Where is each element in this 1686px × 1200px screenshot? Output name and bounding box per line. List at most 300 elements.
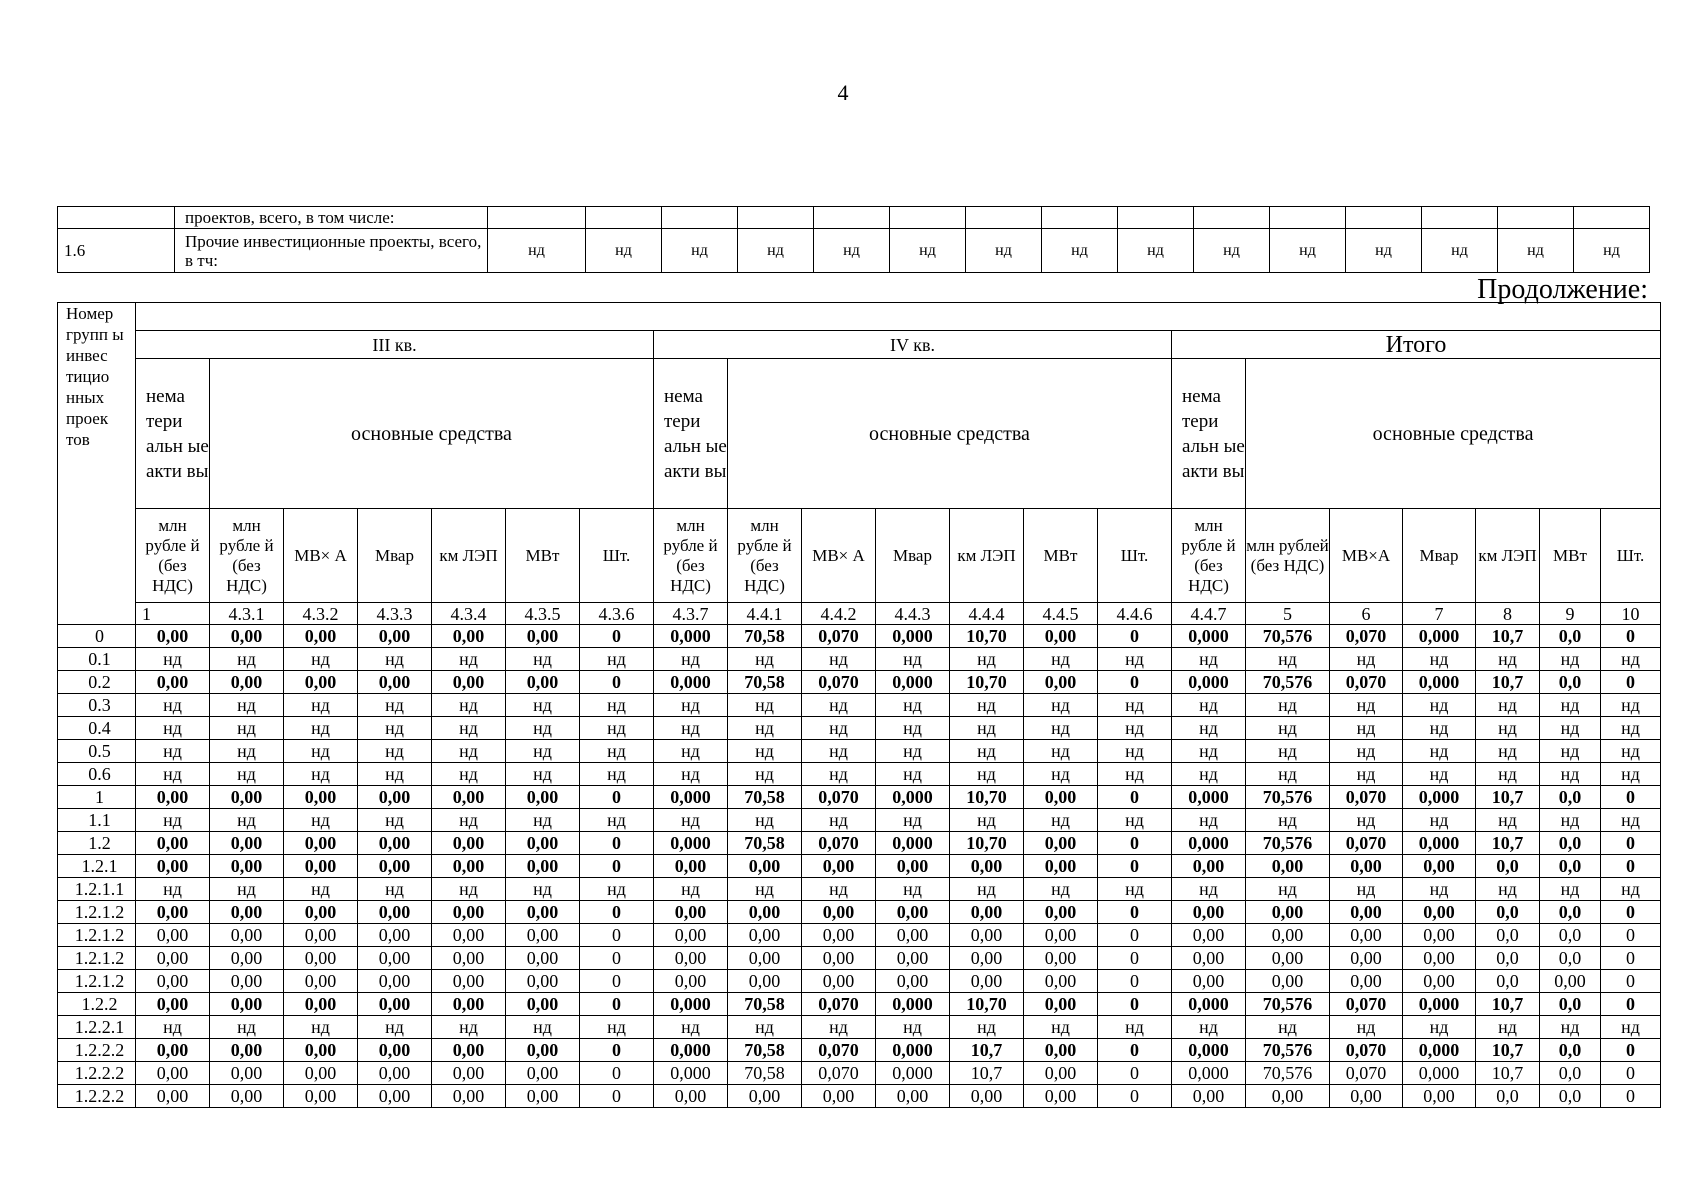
- table-cell: 0,00: [1246, 901, 1330, 924]
- table-cell: 0,00: [1024, 855, 1098, 878]
- table-cell: 0,00: [876, 947, 950, 970]
- table-cell: 0,070: [802, 625, 876, 648]
- table-cell: 0: [580, 671, 654, 694]
- table-cell: 0,070: [1330, 832, 1403, 855]
- table-cell: 0: [580, 947, 654, 970]
- table-cell: 0,00: [802, 924, 876, 947]
- table-cell: нд: [728, 1016, 802, 1039]
- table-cell: 10,7: [1476, 832, 1540, 855]
- table-cell: нд: [876, 717, 950, 740]
- table-cell: 0: [1098, 855, 1172, 878]
- table-cell: 0,0: [1476, 855, 1540, 878]
- table-row: [58, 763, 1661, 786]
- column-number: 6: [1330, 603, 1403, 625]
- table-cell: нд: [432, 694, 506, 717]
- table-cell: 0,00: [1330, 901, 1403, 924]
- table-cell: 0,00: [802, 947, 876, 970]
- table-cell: 0,000: [1172, 671, 1246, 694]
- table-cell: нд: [210, 1016, 284, 1039]
- table-cell: 0,00: [284, 832, 358, 855]
- table-cell: нд: [966, 229, 1042, 273]
- table-cell: [890, 207, 966, 229]
- table-cell: [488, 207, 586, 229]
- table-cell: 0,00: [1024, 625, 1098, 648]
- table-cell: нд: [814, 229, 890, 273]
- table-cell: 0,00: [1246, 1085, 1330, 1108]
- table-cell: 0,000: [1403, 1039, 1476, 1062]
- table-cell: 0,00: [802, 1085, 876, 1108]
- table-cell: 70,58: [728, 993, 802, 1016]
- table-cell: нд: [950, 717, 1024, 740]
- table-cell: нд: [662, 229, 738, 273]
- table-cell: 0,0: [1476, 1085, 1540, 1108]
- table-cell: нд: [802, 809, 876, 832]
- table-cell: нд: [802, 717, 876, 740]
- table-cell: нд: [358, 740, 432, 763]
- table-cell: нд: [1098, 878, 1172, 901]
- table-cell: 0,00: [136, 625, 210, 648]
- table-cell: 10,7: [950, 1039, 1024, 1062]
- table-cell: 0: [1601, 855, 1661, 878]
- previous-table-fragment: [57, 206, 1650, 273]
- table-cell: нд: [950, 763, 1024, 786]
- q4-fixed-assets-header: основные средства: [728, 359, 1172, 509]
- table-cell: 0,0: [1540, 1039, 1601, 1062]
- row-number: 0.4: [58, 717, 136, 740]
- table-cell: 0,00: [432, 832, 506, 855]
- table-cell: нд: [136, 740, 210, 763]
- table-cell: нд: [358, 1016, 432, 1039]
- table-cell: нд: [1540, 694, 1601, 717]
- table-cell: 0,00: [358, 901, 432, 924]
- table-cell: 0,0: [1476, 901, 1540, 924]
- table-cell: 0: [1098, 993, 1172, 1016]
- table-cell: нд: [1024, 717, 1098, 740]
- table-cell: 0,00: [950, 901, 1024, 924]
- table-cell: нд: [950, 648, 1024, 671]
- table-row: [58, 832, 1661, 855]
- table-cell: нд: [284, 878, 358, 901]
- table-cell: нд: [1172, 694, 1246, 717]
- table-cell: нд: [580, 740, 654, 763]
- table-cell: 0,00: [358, 993, 432, 1016]
- table-cell: нд: [876, 878, 950, 901]
- table-cell: 10,7: [1476, 1039, 1540, 1062]
- table-cell: 0,000: [876, 671, 950, 694]
- table-cell: 0,070: [802, 671, 876, 694]
- table-cell: 0: [1601, 924, 1661, 947]
- table-cell: 0,00: [358, 924, 432, 947]
- table-cell: 10,70: [950, 786, 1024, 809]
- table-cell: нд: [1098, 648, 1172, 671]
- table-cell: 0,00: [358, 625, 432, 648]
- table-cell: нд: [1172, 648, 1246, 671]
- table-row: [58, 1085, 1661, 1108]
- unit-header: Мвар: [358, 509, 432, 603]
- table-cell: 0,070: [1330, 1039, 1403, 1062]
- table-cell: 0,00: [1024, 786, 1098, 809]
- table-cell: 0,0: [1476, 924, 1540, 947]
- table-cell: 0: [1098, 901, 1172, 924]
- table-cell: нд: [1540, 809, 1601, 832]
- table-cell: 0,00: [654, 970, 728, 993]
- table-cell: 0,00: [876, 970, 950, 993]
- table-cell: 0,00: [358, 1062, 432, 1085]
- table-cell: нд: [1042, 229, 1118, 273]
- table-cell: 10,70: [950, 993, 1024, 1016]
- table-cell: нд: [1172, 763, 1246, 786]
- table-row: [58, 901, 1661, 924]
- table-cell: 0,00: [876, 855, 950, 878]
- table-row: [58, 694, 1661, 717]
- table-cell: нд: [432, 809, 506, 832]
- table-cell: нд: [1540, 1016, 1601, 1039]
- row-number: [58, 207, 175, 229]
- table-cell: нд: [1403, 648, 1476, 671]
- table-cell: нд: [654, 740, 728, 763]
- table-cell: 0: [1098, 786, 1172, 809]
- table-cell: 0,00: [210, 1039, 284, 1062]
- table-cell: 0,000: [876, 625, 950, 648]
- row-number: 0.1: [58, 648, 136, 671]
- investment-table: [57, 302, 1661, 1108]
- table-cell: нд: [284, 1016, 358, 1039]
- column-number: 5: [1246, 603, 1330, 625]
- row-number: 1.2.1: [58, 855, 136, 878]
- table-cell: нд: [654, 648, 728, 671]
- table-cell: 70,58: [728, 786, 802, 809]
- table-cell: 0,00: [284, 924, 358, 947]
- table-cell: 0,000: [876, 1062, 950, 1085]
- table-cell: 70,58: [728, 625, 802, 648]
- table-cell: нд: [1476, 648, 1540, 671]
- table-cell: [1042, 207, 1118, 229]
- table-cell: 0,00: [1403, 855, 1476, 878]
- table-cell: 0,00: [432, 1062, 506, 1085]
- q3-header: III кв.: [136, 331, 654, 359]
- table-cell: 0,000: [654, 671, 728, 694]
- row-label: проектов, всего, в том числе:: [175, 207, 488, 229]
- table-cell: 10,7: [1476, 625, 1540, 648]
- row-number: 1.2.1.2: [58, 901, 136, 924]
- table-cell: нд: [1246, 740, 1330, 763]
- table-cell: нд: [210, 809, 284, 832]
- column-number: 4.3.4: [432, 603, 506, 625]
- table-row: [58, 671, 1661, 694]
- table-cell: нд: [1330, 717, 1403, 740]
- table-cell: нд: [432, 1016, 506, 1039]
- table-cell: нд: [876, 1016, 950, 1039]
- table-cell: 0: [580, 924, 654, 947]
- table-cell: 70,58: [728, 1062, 802, 1085]
- table-cell: 0,00: [284, 671, 358, 694]
- table-cell: 0,0: [1540, 786, 1601, 809]
- row-number: 0: [58, 625, 136, 648]
- table-row: [58, 924, 1661, 947]
- table-cell: 0: [1098, 924, 1172, 947]
- table-cell: нд: [1194, 229, 1270, 273]
- table-cell: 0,00: [1403, 947, 1476, 970]
- table-row: [58, 970, 1661, 993]
- table-cell: 0,000: [1172, 993, 1246, 1016]
- row-number: 1.2.2.2: [58, 1085, 136, 1108]
- table-cell: нд: [1540, 717, 1601, 740]
- table-cell: 0,000: [876, 832, 950, 855]
- table-cell: нд: [210, 694, 284, 717]
- table-cell: 0,00: [210, 924, 284, 947]
- table-cell: нд: [506, 809, 580, 832]
- table-cell: нд: [506, 717, 580, 740]
- table-cell: 0,00: [284, 970, 358, 993]
- table-cell: 0,000: [876, 786, 950, 809]
- table-cell: 10,7: [1476, 993, 1540, 1016]
- table-cell: нд: [1098, 694, 1172, 717]
- table-cell: нд: [284, 763, 358, 786]
- table-cell: [662, 207, 738, 229]
- table-cell: [738, 207, 814, 229]
- table-cell: 0: [1098, 625, 1172, 648]
- unit-header: МВт: [1540, 509, 1601, 603]
- column-number: 7: [1403, 603, 1476, 625]
- table-cell: 0,00: [1330, 1085, 1403, 1108]
- column-number: 4.3.2: [284, 603, 358, 625]
- table-cell: 0,000: [654, 625, 728, 648]
- table-cell: нд: [1476, 809, 1540, 832]
- table-cell: 0,00: [1024, 1085, 1098, 1108]
- q3-intangible-header: нема тери альн ые акти вы: [136, 359, 210, 509]
- table-cell: 0,00: [432, 1085, 506, 1108]
- table-cell: 70,58: [728, 671, 802, 694]
- table-row: [58, 993, 1661, 1016]
- table-cell: нд: [580, 763, 654, 786]
- unit-header: Шт.: [1601, 509, 1661, 603]
- table-cell: 0,000: [654, 786, 728, 809]
- column-number: 9: [1540, 603, 1601, 625]
- table-cell: 0,00: [1172, 1085, 1246, 1108]
- table-cell: нд: [876, 694, 950, 717]
- top-table-row: [58, 229, 1650, 273]
- unit-header: млн рубле й (без НДС): [136, 509, 210, 603]
- table-cell: 0: [1098, 832, 1172, 855]
- unit-header: МВт: [506, 509, 580, 603]
- table-cell: нд: [802, 1016, 876, 1039]
- table-cell: 0: [1601, 901, 1661, 924]
- table-cell: нд: [1024, 740, 1098, 763]
- table-cell: 0,00: [802, 855, 876, 878]
- unit-header: км ЛЭП: [950, 509, 1024, 603]
- table-cell: нд: [1098, 1016, 1172, 1039]
- table-cell: 0,00: [802, 901, 876, 924]
- table-cell: нд: [1403, 740, 1476, 763]
- table-cell: нд: [1024, 809, 1098, 832]
- table-cell: 0,0: [1476, 970, 1540, 993]
- table-cell: 0,00: [136, 1085, 210, 1108]
- table-cell: нд: [728, 648, 802, 671]
- q4-intangible-header: нема тери альн ые акти вы: [654, 359, 728, 509]
- table-row: [58, 878, 1661, 901]
- top-table-row: [58, 207, 1650, 229]
- table-cell: нд: [876, 809, 950, 832]
- table-cell: 0,00: [506, 924, 580, 947]
- table-cell: 0,00: [136, 1062, 210, 1085]
- table-cell: нд: [1172, 717, 1246, 740]
- table-cell: 0,00: [136, 1039, 210, 1062]
- table-cell: нд: [728, 809, 802, 832]
- row-number: 1.2.1.1: [58, 878, 136, 901]
- table-cell: 0,00: [210, 855, 284, 878]
- table-cell: 0: [1601, 1062, 1661, 1085]
- table-cell: нд: [1024, 878, 1098, 901]
- table-row: [58, 809, 1661, 832]
- table-cell: 70,576: [1246, 786, 1330, 809]
- group-number-header: Номер групп ы инвес тицио нных проек тов: [58, 303, 136, 625]
- table-cell: нд: [1098, 763, 1172, 786]
- table-cell: нд: [1476, 694, 1540, 717]
- unit-header: млн рубле й (без НДС): [1172, 509, 1246, 603]
- table-cell: нд: [1098, 717, 1172, 740]
- table-cell: 0,00: [358, 947, 432, 970]
- table-cell: нд: [1330, 809, 1403, 832]
- table-cell: нд: [1476, 1016, 1540, 1039]
- table-cell: 0,000: [1403, 625, 1476, 648]
- table-cell: 0,00: [506, 1085, 580, 1108]
- row-number: 1.2.1.2: [58, 970, 136, 993]
- column-number: 4.4.3: [876, 603, 950, 625]
- table-cell: 0: [580, 901, 654, 924]
- table-cell: нд: [1098, 740, 1172, 763]
- table-cell: нд: [1246, 694, 1330, 717]
- table-cell: 0: [580, 625, 654, 648]
- table-cell: 0,00: [358, 671, 432, 694]
- table-cell: нд: [1246, 809, 1330, 832]
- table-cell: 10,70: [950, 671, 1024, 694]
- table-cell: 0,000: [1172, 832, 1246, 855]
- table-cell: нд: [580, 717, 654, 740]
- table-cell: нд: [654, 878, 728, 901]
- table-cell: 0,00: [432, 924, 506, 947]
- table-cell: нд: [654, 763, 728, 786]
- table-cell: 0: [580, 832, 654, 855]
- unit-header: Шт.: [1098, 509, 1172, 603]
- table-cell: нд: [136, 878, 210, 901]
- table-cell: [1422, 207, 1498, 229]
- unit-header: МВт: [1024, 509, 1098, 603]
- table-cell: 0,0: [1540, 947, 1601, 970]
- table-cell: 0,00: [358, 970, 432, 993]
- table-cell: 0,00: [210, 1062, 284, 1085]
- table-cell: 0,00: [1024, 924, 1098, 947]
- table-cell: 70,576: [1246, 1062, 1330, 1085]
- table-cell: нд: [876, 763, 950, 786]
- table-cell: нд: [654, 694, 728, 717]
- table-cell: 0,00: [136, 970, 210, 993]
- table-cell: 0,00: [284, 1039, 358, 1062]
- table-cell: нд: [580, 809, 654, 832]
- table-cell: нд: [506, 878, 580, 901]
- table-cell: 70,576: [1246, 993, 1330, 1016]
- table-cell: нд: [1403, 763, 1476, 786]
- table-cell: нд: [1118, 229, 1194, 273]
- table-cell: [1346, 207, 1422, 229]
- table-cell: нд: [136, 694, 210, 717]
- table-cell: 70,58: [728, 832, 802, 855]
- table-cell: 0,00: [284, 901, 358, 924]
- table-cell: 0,00: [210, 832, 284, 855]
- table-row: [58, 786, 1661, 809]
- table-cell: 0,00: [284, 947, 358, 970]
- table-cell: 0,00: [210, 970, 284, 993]
- table-row: [58, 648, 1661, 671]
- table-cell: 0,00: [136, 855, 210, 878]
- table-cell: 0,00: [358, 786, 432, 809]
- table-cell: 10,7: [1476, 1062, 1540, 1085]
- table-cell: 0,00: [1024, 970, 1098, 993]
- table-cell: 0: [1098, 1039, 1172, 1062]
- table-cell: 0: [1098, 1062, 1172, 1085]
- table-cell: нд: [506, 763, 580, 786]
- table-cell: 0,00: [1024, 671, 1098, 694]
- table-cell: 70,576: [1246, 1039, 1330, 1062]
- table-cell: нд: [950, 878, 1024, 901]
- table-cell: 0,00: [284, 625, 358, 648]
- table-cell: нд: [1403, 1016, 1476, 1039]
- table-cell: нд: [802, 763, 876, 786]
- column-number: 4.4.4: [950, 603, 1024, 625]
- table-cell: нд: [432, 878, 506, 901]
- table-cell: 0: [580, 1062, 654, 1085]
- table-cell: нд: [802, 648, 876, 671]
- table-cell: 0,00: [210, 671, 284, 694]
- table-cell: 0,000: [1403, 993, 1476, 1016]
- table-cell: 0,00: [950, 1085, 1024, 1108]
- table-cell: [1118, 207, 1194, 229]
- table-cell: нд: [1403, 717, 1476, 740]
- table-cell: нд: [432, 648, 506, 671]
- table-cell: 0,00: [284, 993, 358, 1016]
- table-cell: 0,00: [1172, 901, 1246, 924]
- table-cell: нд: [1601, 740, 1661, 763]
- table-row: [58, 625, 1661, 648]
- column-number: 4.3.1: [210, 603, 284, 625]
- table-cell: 0,000: [1403, 786, 1476, 809]
- table-cell: 0,00: [654, 855, 728, 878]
- table-cell: 0,00: [876, 1085, 950, 1108]
- column-number: 10: [1601, 603, 1661, 625]
- table-row: [58, 947, 1661, 970]
- table-row: [58, 740, 1661, 763]
- table-row: [58, 717, 1661, 740]
- table-cell: нд: [1024, 694, 1098, 717]
- table-cell: 0,00: [358, 1085, 432, 1108]
- row-number: 1.2: [58, 832, 136, 855]
- unit-header: Мвар: [1403, 509, 1476, 603]
- table-cell: 0,0: [1540, 901, 1601, 924]
- table-cell: нд: [136, 1016, 210, 1039]
- table-cell: нд: [1024, 1016, 1098, 1039]
- table-cell: 0,070: [1330, 671, 1403, 694]
- column-number: 1: [136, 603, 210, 625]
- unit-header: млн рубле й (без НДС): [210, 509, 284, 603]
- table-cell: 0,00: [1540, 970, 1601, 993]
- unit-header: МВ×А: [1330, 509, 1403, 603]
- table-cell: нд: [432, 717, 506, 740]
- table-cell: нд: [580, 1016, 654, 1039]
- table-cell: нд: [950, 809, 1024, 832]
- table-cell: 0: [580, 786, 654, 809]
- table-cell: нд: [210, 740, 284, 763]
- table-cell: нд: [1172, 809, 1246, 832]
- table-cell: 0,00: [136, 671, 210, 694]
